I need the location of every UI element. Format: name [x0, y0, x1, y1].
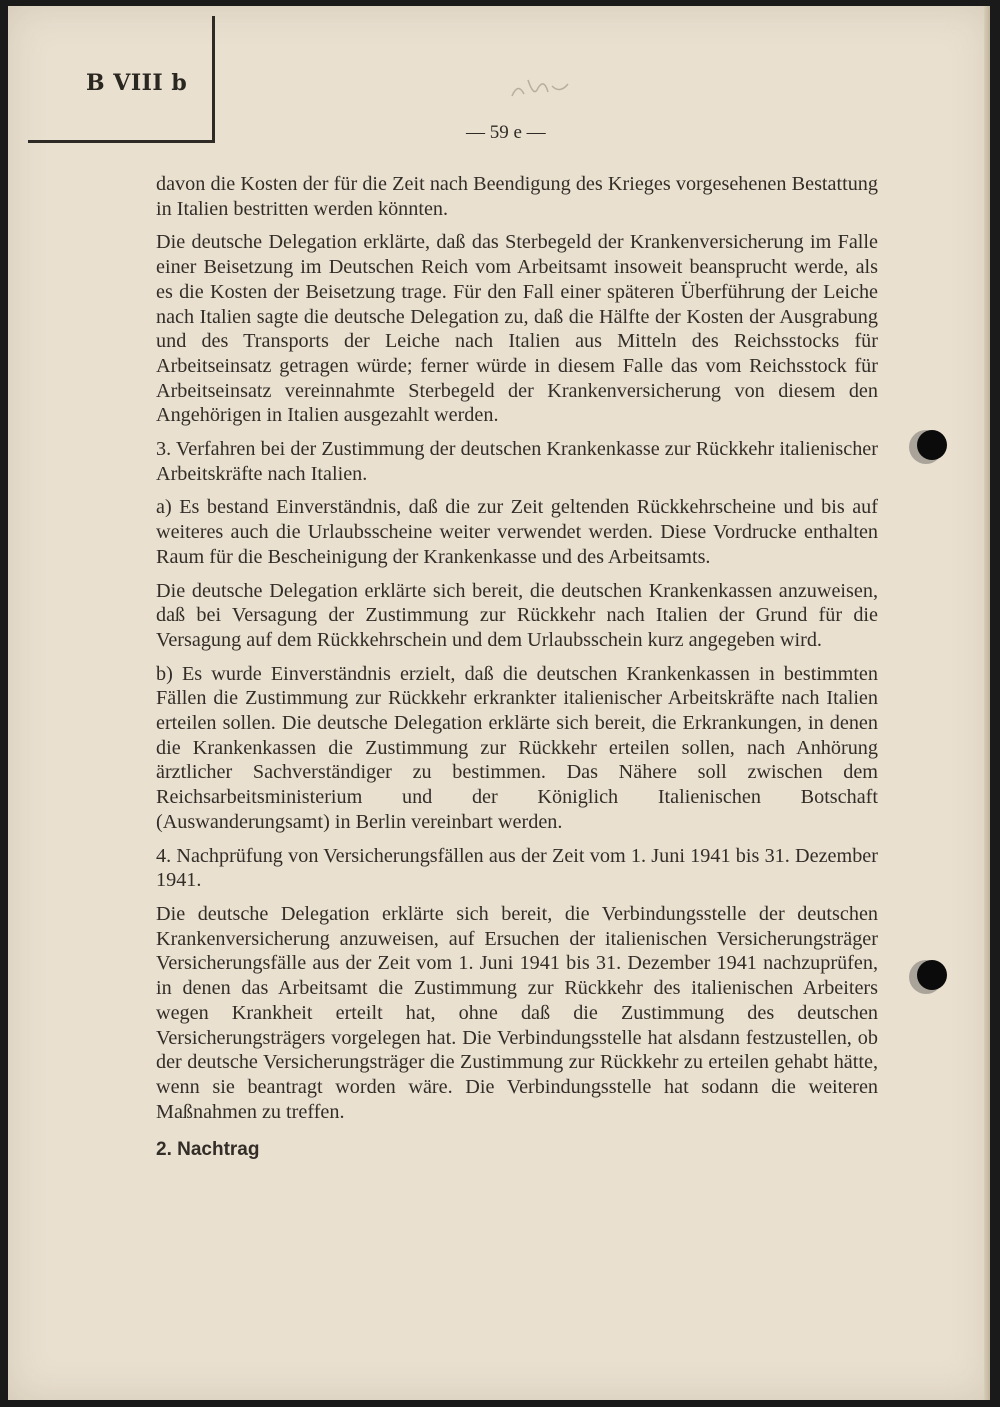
paragraph: b) Es wurde Einverständnis erzielt, daß die deutschen Krankenkassen in bestimmten Fällen die Zustimmung zur Rückkehr erkrankter italienischer Arbeitskräfte nach Italien erteilen sollen. Die deutsche Delegation erklärte sich bereit, die Erkrankungen, in denen die Krankenkassen die Zustimmung zur Rückkehr erteilen sollen, nach Anhörung ärztlicher Sachverständiger zu bestimmen. Das Nähere soll zwischen dem Reichsarbeitsministerium und der Königlich Italienischen Botschaft (Auswanderungsamt) in Berlin vereinbart werden. [156, 662, 878, 833]
paragraph: davon die Kosten der für die Zeit nach Beendigung des Krieges vorgesehenen Bestattung in Italien bestritten werden könnten. [156, 173, 878, 220]
paragraph: 4. Nachprüfung von Versicherungsfällen aus der Zeit vom 1. Juni 1941 bis 31. Dezember 1941. [156, 844, 878, 892]
section-label: B VIII b [86, 70, 188, 96]
page-number: — 59 e — [466, 122, 546, 143]
paragraph: Die deutsche Delegation erklärte sich bereit, die deutschen Krankenkassen anzuweisen, daß bei Versagung der Zustimmung zur Rückkehr nach Italien der Grund für die Versagung auf dem Rückkehrschein und dem Urlaubsschein kurz angegeben wird. [156, 579, 878, 651]
paragraph: Die deutsche Delegation erklärte, daß das Sterbegeld der Krankenversicherung im Falle einer Beisetzung im Deutschen Reich vom Arbeitsamt insoweit beansprucht werde, als es die Kosten der Beisetzung trage. Für den Fall einer späteren Überführung der Leiche nach Italien sagte die deutsche Delegation zu, daß die Hälfte der Kosten der Ausgrabung und des Transports der Leiche nach Italien aus Mitteln des Reichsstocks für Arbeitseinsatz getragen würde; ferner würde in diesem Falle das vom Reichsstock für Arbeitseinsatz vereinnahmte Sterbegeld der Krankenversicherung von diesem den Angehörigen in Italien ausgezahlt werden. [156, 231, 878, 427]
page-edge [984, 6, 990, 1400]
document-page [8, 6, 990, 1400]
paragraph: a) Es bestand Einverständnis, daß die zur Zeit geltenden Rückkehrscheine und bis auf weiteres auch die Urlaubsscheine weiter verwendet werden. Diese Vordrucke enthalten Raum für die Bescheinigung der Krankenkasse und des Arbeitsamts. [156, 496, 878, 568]
closing-heading: 2. Nachtrag [156, 1139, 260, 1161]
punch-hole-icon [917, 960, 947, 990]
paragraph: 3. Verfahren bei der Zustimmung der deutschen Krankenkasse zur Rückkehr italienischer Arbeitskräfte nach Italien. [156, 438, 878, 485]
pencil-annotation [508, 74, 578, 104]
punch-hole-icon [917, 430, 947, 460]
paragraph: Die deutsche Delegation erklärte sich bereit, die Verbindungsstelle der deutschen Krankenversicherung anzuweisen, auf Ersuchen der italienischen Versicherungsträger Versicherungsfälle aus der Zeit vom 1. Juni 1941 bis 31. Dezember 1941 nachzuprüfen, in denen das Arbeitsamt die Zustimmung zur Rückkehr des italienischen Arbeiters wegen Krankheit erteilt hat, ohne daß die Zustimmung des deutschen Versicherungsträgers vorgelegen hat. Die Verbindungsstelle hat alsdann festzustellen, ob der deutsche Versicherungsträger die Zustimmung zur Rückkehr zu erteilen gehabt hätte, wenn sie beantragt worden wäre. Die Verbindungsstelle hat sodann die weiteren Maßnahmen zu treffen. [156, 902, 878, 1123]
body-text [156, 172, 878, 1172]
